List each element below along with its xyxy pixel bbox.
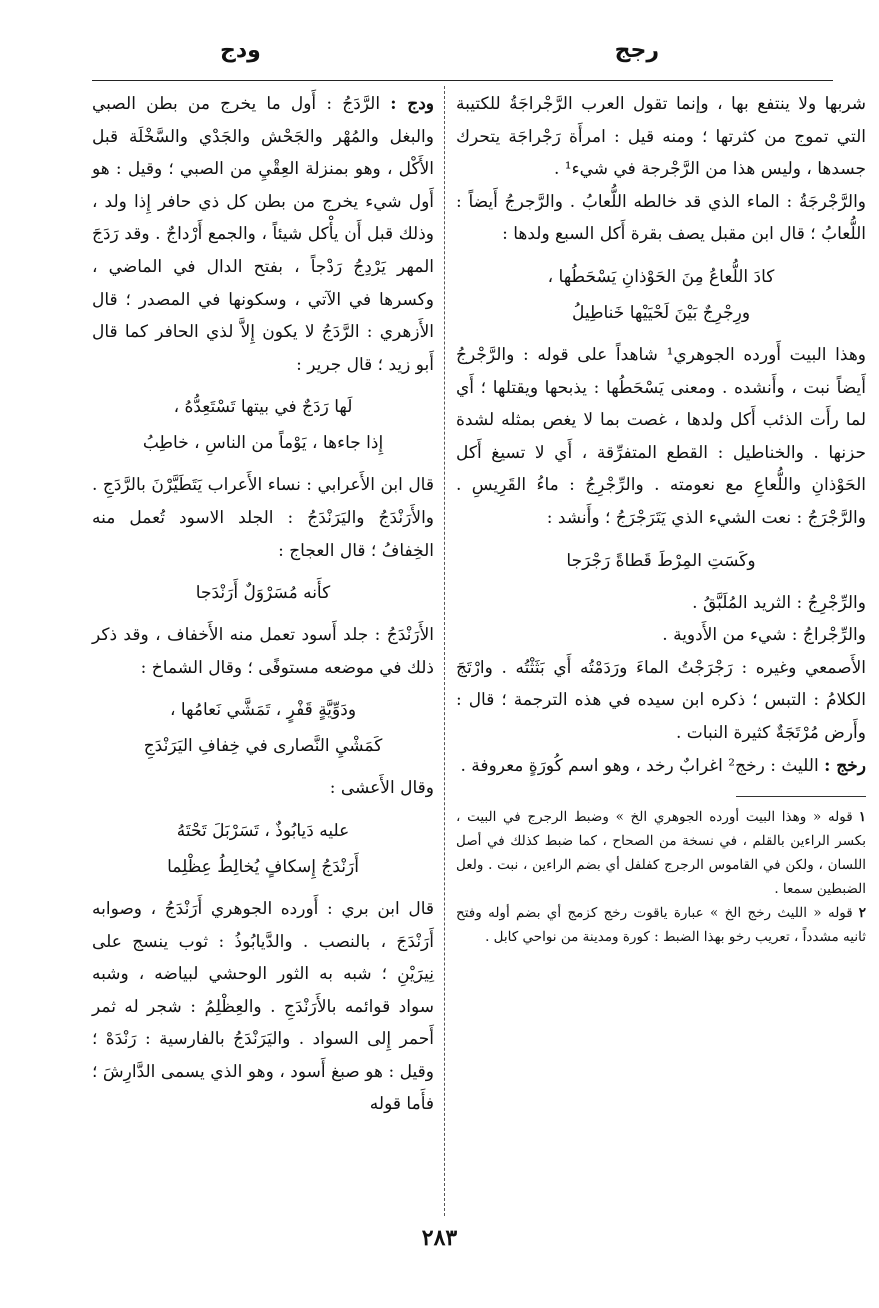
entry-text: الرَّدَجُ : أَول ما يخرج من بطن الصبي والبغل والمُهْر والجَحْش والجَدْي والسَّخْلَة قبل الأَكْل ، وهو بمنزلة العِقْيِ من الصبي ؛ وقيل : هو أَول شيء يخرج من بطن كل ذي حافر إِذا ولد ، وذلك قبل أَن يأْكل شيئاً ، والجمع أَرْداجٌ . وقد رَدَجَ المهر يَرْدِجُ رَدْجاً ، بفتح الدال في الماضي ، وكسرها في الآتي ، وسكونها في المصدر ؛ قال الأَزهري : الرَّدَجُ لا يكون إِلاَّ لذي الحافر كما قال أَبو زيد ؛ قال جرير : [92, 94, 434, 375]
header-root-left: ودج [220, 38, 261, 63]
paragraph: الأَرَنْدَجُ : جلد أَسود تعمل منه الأَخفاف ، وقد ذكر ذلك في موضعه مستوفًى ؛ وقال الشماخ : [92, 625, 434, 678]
paragraph: والرِّجْراجُ : شيء من الأَدوية . [662, 625, 866, 646]
footnote-number: ٢ [858, 905, 866, 922]
verse-line: كَمَشْيِ النَّصارى في خِفافِ اليَرَنْدَجِ [143, 736, 383, 757]
right-column [456, 88, 866, 949]
verse-line: كادَ اللُّعاعُ مِنَ الحَوْذانِ يَسْحَطُها ، [547, 266, 775, 287]
footnote-separator [736, 796, 866, 797]
paragraph: قال ابن الأَعرابي : نساء الأَعراب يَتَطَيَّرْنَ بالرَّدَجِ . والأَرَنْدَجُ واليَرَنْدَجُ : الجلد الاسود تُعمل منه الخِفافُ ؛ قال العجاج : [92, 475, 434, 561]
verse-line: وكَسَتِ المِرْطَ قَطاةً رَجْرَجا [566, 550, 756, 571]
entry-text: الليث : رخج² اغرابٌ رخد ، وهو اسم كُورَةٍ معروفة . [460, 755, 825, 776]
paragraph: الأَصمعي وغيره : رَجْرَجْتُ الماءَ ورَدَمْتُه أَي بَثَثْتُه . وارْتَجَ الكلامُ : التبس ؛ ذكره ابن سيده في هذه الترجمة ؛ قال : وأَرض مُرْتَجَةٌ كثيرة النبات . [456, 657, 866, 743]
paragraph: شربها ولا ينتفع بها ، وإنما تقول العرب الرَّجْراجَةُ للكتيبة التي تموج من كثرتها ؛ ومنه قيل : امرأَة رَجْراجَة يتحرك جسدها ، وليس هذا من الرَّجْرجة في شيء¹ . [456, 94, 866, 180]
entry-headword: ودج : [390, 94, 434, 114]
verse-line: أَرَنْدَجُ إِسكافٍ يُخالِطُ عِظْلِما [167, 856, 359, 877]
verse-block [92, 389, 434, 461]
verse-block [92, 692, 434, 764]
page-number: ٢٨٣ [421, 1225, 458, 1251]
verse-block [456, 543, 866, 579]
footnote [456, 901, 866, 949]
header-root-right: رجج [614, 38, 659, 63]
page-header [60, 38, 819, 78]
header-rule [92, 80, 833, 81]
footnote-number: ١ [858, 809, 866, 826]
entry-headword: رخج : [824, 755, 866, 776]
verse-line: إِذا جاءها ، يَوْماً من الناسِ ، خاطِبُ [142, 433, 384, 454]
footnotes [456, 805, 866, 949]
verse-block [92, 813, 434, 885]
paragraph: وقال الأَعشى : [329, 778, 434, 799]
paragraph: والرَّجْرجَةُ : الماء الذي قد خالطه اللُّعابُ . والرَّجرجُ أَيضاً : اللُّعابُ ؛ قال ابن مقبل يصف بقرة أَكل السبع ولدها : [456, 191, 866, 245]
left-column [92, 88, 434, 1121]
paragraph: والرِّجْرِجُ : الثريد المُلَبَّقُ . [692, 592, 866, 613]
verse-line: عليه دَيابُوذٌ ، تَسَرْبَلَ تَحْتَهُ [176, 820, 350, 841]
verse-line: كأَنه مُسَرْوَلٌ أَرَنْدَجا [195, 583, 331, 604]
verse-line: لَها رَدَجٌ في بيتها تَسْتَعِدُّهُ ، [173, 397, 353, 418]
dictionary-entry [456, 750, 866, 783]
footnote-text: قوله « وهذا البيت أورده الجوهري الخ » وضبط الرجرج في البيت ، بكسر الراءين بالقلم ، في نسخة من الصحاح ، كما ضبط كذلك في أصل اللسان ، ولكن في القاموس الرجرج كفلفل أي بضم الراءين ، نبت . ولعل الضبطين سمعا . [456, 809, 866, 898]
paragraph: قال ابن بري : أَورده الجوهري أَرَنْدَجُ ، وصوابه أَرَنْدَجَ ، بالنصب . والدَّيابُوذُ : ثوب ينسج على نِيرَيْنِ ؛ شبه به الثور الوحشي لبياضه ، وشبه سواد قوائمه بالأَرَنْدَجِ . والعِظْلِمُ : شجر له ثمر أَحمر إِلى السواد . واليَرَنْدَجُ بالفارسية : رَنْدَهْ ؛ وقيل : هو صبغ أَسود ، وهو الذي يسمى الدَّارِشَ ؛ فأَما قوله [92, 898, 434, 1115]
verse-block [456, 259, 866, 331]
footnote [456, 805, 866, 901]
verse-line: ورِجْرِجٌ بَيْنَ لَحْيَيْها خَناطِيلُ [571, 302, 751, 323]
verse-block [92, 575, 434, 611]
paragraph: وهذا البيت أَورده الجوهري¹ شاهداً على قوله : والرَّجْرجُ أَيضاً نبت ، وأَنشده . ومعنى يَسْحَطُها : يذبحها ويقتلها ؛ أَي لما رأَت الذئب أَكل ولدها ، غصت بما لا يغص بمثله لشدة حزنها . والخناطيل : القطع المتفرِّقة ، أَي لا تسيغ أَكل الحَوْذانِ واللُّعاعِ مع نعومته . والرِّجْرِجُ : ماءُ القَرِيسِ . والرَّجْرَجُ : نعت الشيء الذي يَتَرَجْرَجُ ؛ وأَنشد : [456, 344, 866, 528]
footnote-text: قوله « الليث رخج الخ » عبارة ياقوت رخج كزمج أي بضم أوله وفتح ثانيه مشدداً ، تعريب رخو بهذا الضبط : كورة ومدينة من نواحي كابل . [456, 905, 866, 946]
dictionary-entry [92, 88, 434, 381]
verse-line: ودَوِّيَّةٍ قَفْرٍ ، تَمَشَّي نَعامُها ، [169, 700, 357, 721]
column-divider [444, 86, 445, 1216]
